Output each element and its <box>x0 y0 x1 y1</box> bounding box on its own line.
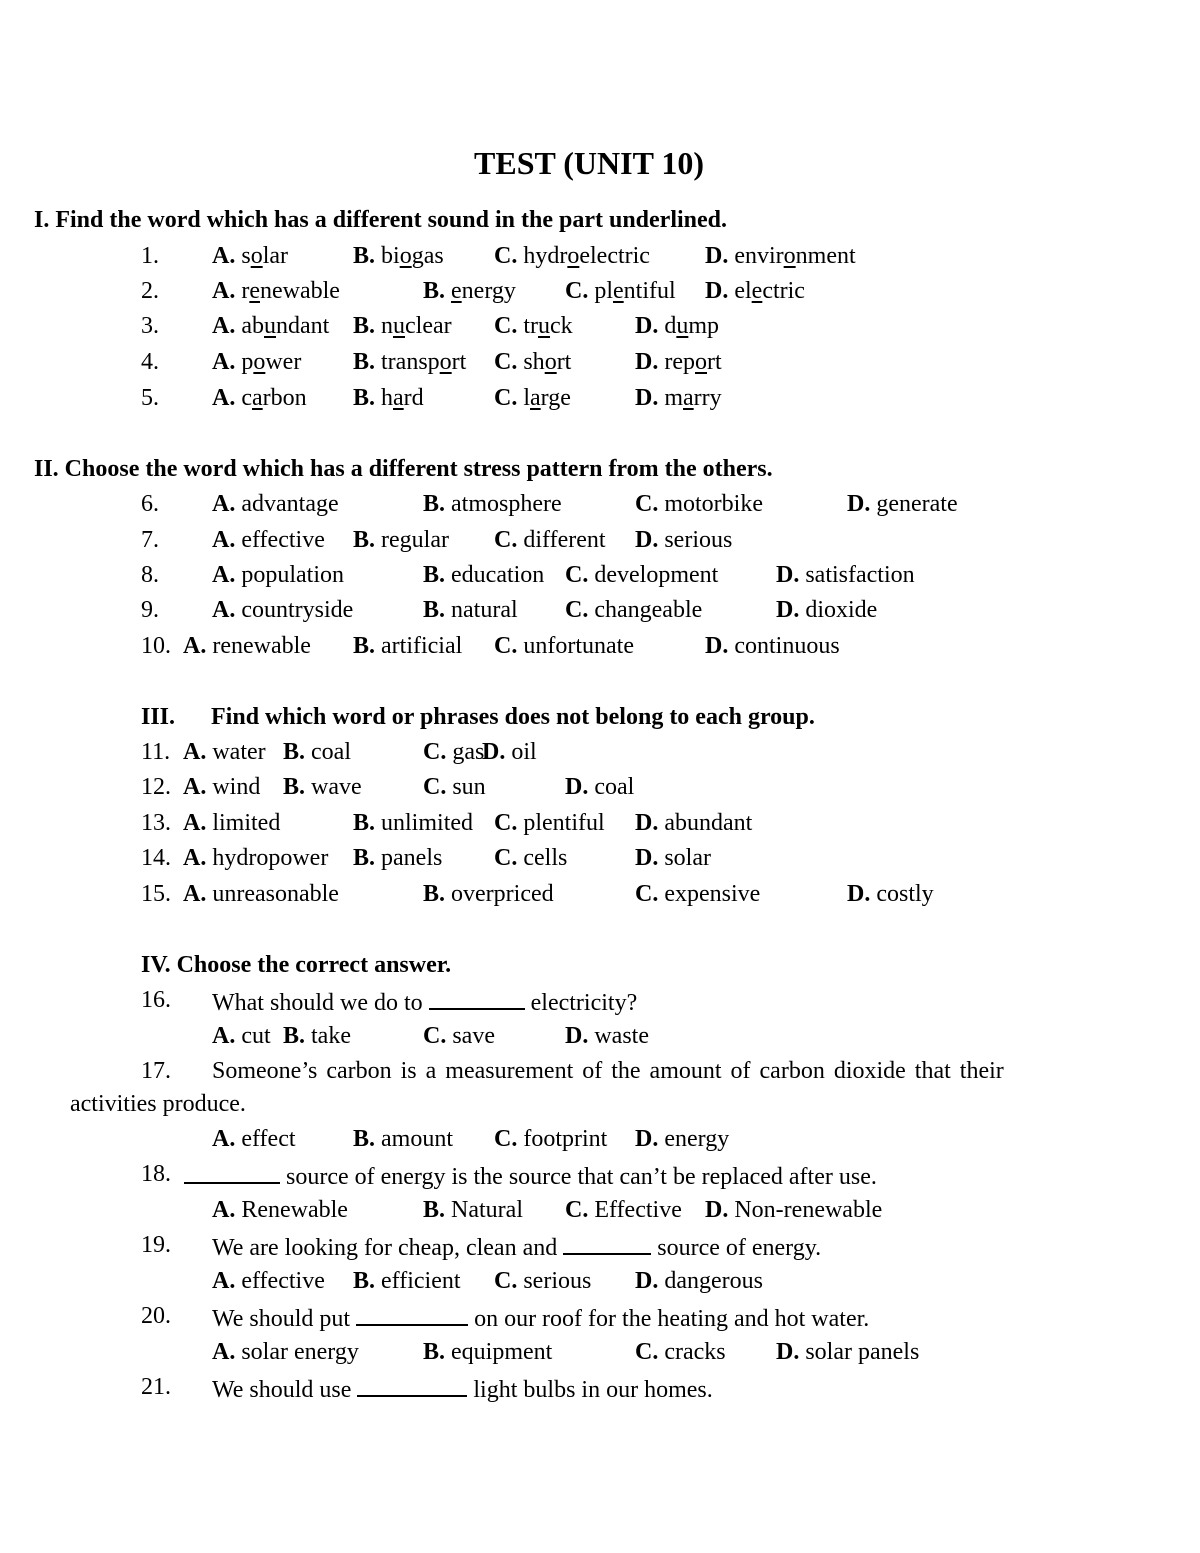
q18-stem: source of energy is the source that can’t be replaced after use. <box>184 1162 877 1189</box>
section-heading-3: III. Find which word or phrases does not belong to each group. <box>141 704 815 730</box>
q8-number: 8. <box>141 562 159 588</box>
q7-option-a: A. effective <box>212 527 325 553</box>
q12-option-a: A. wind <box>183 774 261 800</box>
q19-option-d: D. dangerous <box>635 1268 763 1294</box>
q20-stem: We should put on our roof for the heating and hot water. <box>212 1306 870 1332</box>
q5-option-c: C. large <box>494 385 571 411</box>
q18-blank <box>184 1162 280 1184</box>
q20-option-a: A. solar energy <box>212 1339 359 1365</box>
q14-option-c: C. cells <box>494 845 568 871</box>
q9-option-a: A. countryside <box>212 597 354 623</box>
q6-number: 6. <box>141 491 159 517</box>
q9-option-c: C. changeable <box>565 597 703 623</box>
q6-option-c: C. motorbike <box>635 491 763 517</box>
q4-option-c: C. short <box>494 349 572 375</box>
section-heading-2: II. Choose the word which has a different stress pattern from the others. <box>34 456 773 482</box>
q7-option-d: D. serious <box>635 527 733 553</box>
q2-option-b: B. energy <box>423 278 516 304</box>
q2-number: 2. <box>141 278 159 304</box>
q16-option-d: D. waste <box>565 1023 649 1049</box>
q9-number: 9. <box>141 597 159 623</box>
q2-option-c: C. plentiful <box>565 278 676 304</box>
q4-option-d: D. report <box>635 349 722 375</box>
q11-option-b: B. coal <box>283 739 351 765</box>
q8-option-c: C. development <box>565 562 719 588</box>
q12-option-b: B. wave <box>283 774 362 800</box>
q20-option-d: D. solar panels <box>776 1339 920 1365</box>
q17-option-b: B. amount <box>353 1126 454 1152</box>
q4-option-a: A. power <box>212 349 302 375</box>
q3-option-b: B. nuclear <box>353 313 452 339</box>
q15-option-d: D. costly <box>847 881 934 907</box>
q1-option-c: C. hydroelectric <box>494 243 650 269</box>
q12-option-d: D. coal <box>565 774 635 800</box>
q9-option-d: D. dioxide <box>776 597 878 623</box>
q3-option-a: A. abundant <box>212 313 330 339</box>
q18-option-d: D. Non-renewable <box>705 1197 883 1223</box>
q15-option-b: B. overpriced <box>423 881 554 907</box>
q15-option-c: C. expensive <box>635 881 761 907</box>
q10-number: 10. <box>141 633 171 659</box>
section-heading-4: IV. Choose the correct answer. <box>141 952 452 978</box>
q17-option-d: D. energy <box>635 1126 730 1152</box>
q17-option-c: C. footprint <box>494 1126 608 1152</box>
q19-blank <box>563 1233 651 1255</box>
q13-option-c: C. plentiful <box>494 810 605 836</box>
q18-number: 18. <box>141 1161 171 1187</box>
q10-option-d: D. continuous <box>705 633 840 659</box>
q20-option-b: B. equipment <box>423 1339 553 1365</box>
q19-option-c: C. serious <box>494 1268 592 1294</box>
q19-stem: We are looking for cheap, clean and source of energy. <box>212 1235 822 1261</box>
q16-blank <box>429 988 525 1010</box>
q21-stem: We should use light bulbs in our homes. <box>212 1377 713 1403</box>
q7-option-b: B. regular <box>353 527 449 553</box>
q15-option-a: A. unreasonable <box>183 881 339 907</box>
q5-option-a: A. carbon <box>212 385 307 411</box>
q4-option-b: B. transport <box>353 349 467 375</box>
q10-option-b: B. artificial <box>353 633 463 659</box>
section-heading-1: I. Find the word which has a different sound in the part underlined. <box>34 207 727 233</box>
q6-option-d: D. generate <box>847 491 958 517</box>
q6-option-a: A. advantage <box>212 491 339 517</box>
q12-option-c: C. sun <box>423 774 486 800</box>
q2-option-a: A. renewable <box>212 278 340 304</box>
q18-option-a: A. Renewable <box>212 1197 348 1223</box>
q4-number: 4. <box>141 349 159 375</box>
q14-number: 14. <box>141 845 171 871</box>
q11-option-c: C. gas <box>423 739 485 765</box>
q16-option-c: C. save <box>423 1023 495 1049</box>
q21-number: 21. <box>141 1374 171 1400</box>
q1-option-d: D. environment <box>705 243 856 269</box>
q20-number: 20. <box>141 1303 171 1329</box>
q19-option-b: B. efficient <box>353 1268 461 1294</box>
page-title: TEST (UNIT 10) <box>474 145 704 181</box>
q19-option-a: A. effective <box>212 1268 325 1294</box>
q3-option-d: D. dump <box>635 313 720 339</box>
q18-option-c: C. Effective <box>565 1197 682 1223</box>
q14-option-d: D. solar <box>635 845 711 871</box>
q1-option-b: B. biogas <box>353 243 444 269</box>
q16-number: 16. <box>141 987 171 1013</box>
q13-option-a: A. limited <box>183 810 281 836</box>
q17-stem-line2: activities produce. <box>70 1091 246 1117</box>
q14-option-a: A. hydropower <box>183 845 329 871</box>
q5-option-b: B. hard <box>353 385 424 411</box>
q13-option-b: B. unlimited <box>353 810 474 836</box>
q7-number: 7. <box>141 527 159 553</box>
q11-number: 11. <box>141 739 171 765</box>
q19-number: 19. <box>141 1232 171 1258</box>
q8-option-b: B. education <box>423 562 545 588</box>
q9-option-b: B. natural <box>423 597 518 623</box>
q11-option-a: A. water <box>183 739 266 765</box>
q12-number: 12. <box>141 774 171 800</box>
q3-option-c: C. truck <box>494 313 573 339</box>
q16-option-b: B. take <box>283 1023 351 1049</box>
q14-option-b: B. panels <box>353 845 443 871</box>
q5-option-d: D. marry <box>635 385 722 411</box>
q6-option-b: B. atmosphere <box>423 491 562 517</box>
q3-number: 3. <box>141 313 159 339</box>
q20-blank <box>356 1304 468 1326</box>
q10-option-c: C. unfortunate <box>494 633 634 659</box>
q13-number: 13. <box>141 810 171 836</box>
q16-stem: What should we do to electricity? <box>212 990 638 1016</box>
q13-option-d: D. abundant <box>635 810 753 836</box>
q18-option-b: B. Natural <box>423 1197 523 1223</box>
q8-option-d: D. satisfaction <box>776 562 915 588</box>
q16-option-a: A. cut <box>212 1023 271 1049</box>
q15-number: 15. <box>141 881 171 907</box>
q2-option-d: D. electric <box>705 278 805 304</box>
q17-number: 17. <box>141 1058 171 1084</box>
q8-option-a: A. population <box>212 562 344 588</box>
q5-number: 5. <box>141 385 159 411</box>
q17-stem-line1: Someone’s carbon is a measurement of the amount of carbon dioxide that their <box>212 1058 1004 1084</box>
q17-option-a: A. effect <box>212 1126 296 1152</box>
q10-option-a: A. renewable <box>183 633 311 659</box>
q20-option-c: C. cracks <box>635 1339 726 1365</box>
q11-option-d: D. oil <box>482 739 537 765</box>
q7-option-c: C. different <box>494 527 606 553</box>
q21-blank <box>357 1375 467 1397</box>
q1-option-a: A. solar <box>212 243 288 269</box>
q1-number: 1. <box>141 243 159 269</box>
